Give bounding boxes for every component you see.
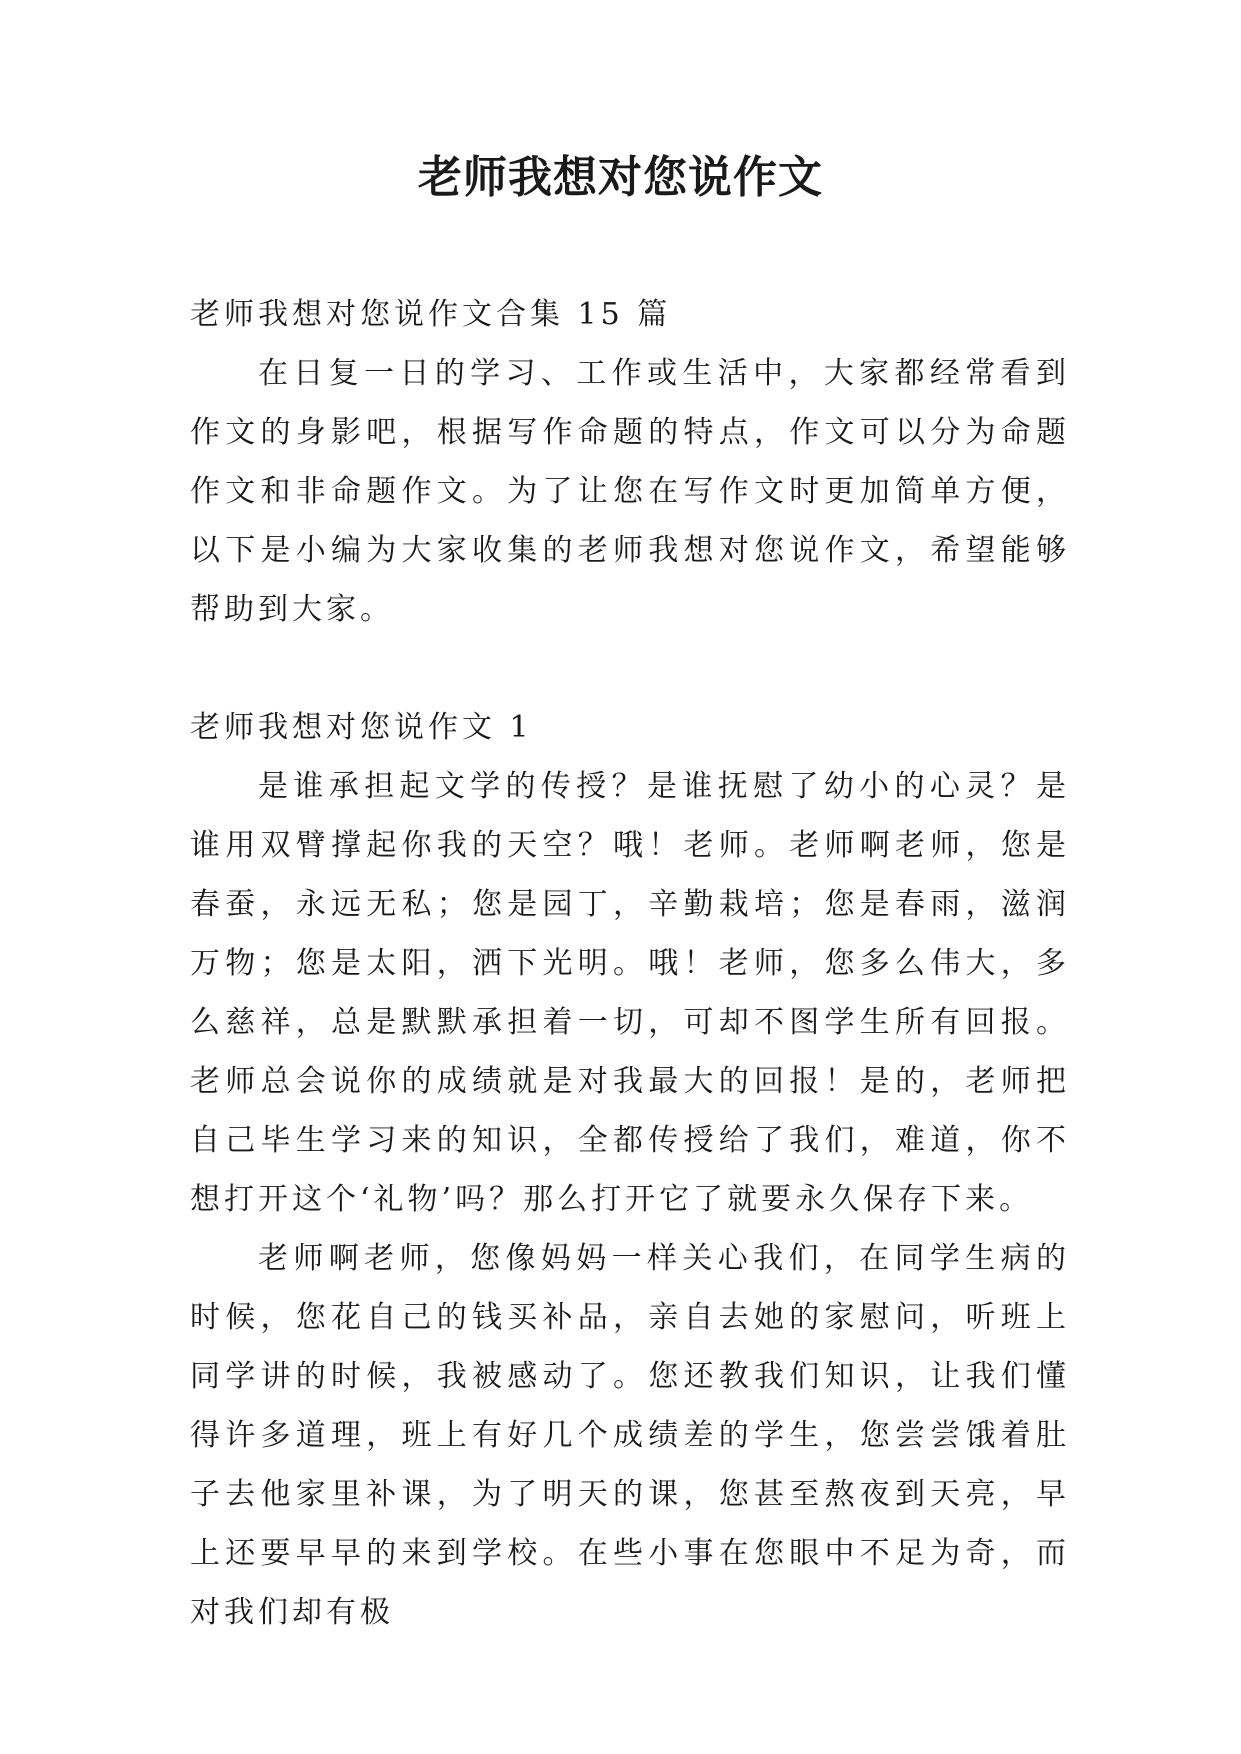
essay-heading: 老师我想对您说作文 1 xyxy=(190,710,533,745)
essay-paragraph: 是谁承担起文学的传授？是谁抚慰了幼小的心灵？是谁用双臂撑起你我的天空？哦！老师。老师啊老师，您是春蚕，永远无私；您是园丁，辛勤栽培；您是春雨，滋润万物；您是太阳，洒下光明。哦！老师，您多么伟大，多么慈祥，总是默默承担着一切，可却不图学生所有回报。老师总会说你的成绩就是对我最大的回报！是的，老师把自己毕生学习来的知识，全都传授给了我们，难道，你不想打开这个‘礼物’吗？那么打开它了就要永久保存下来。 xyxy=(190,769,1070,1217)
document-title: 老师我想对您说作文 xyxy=(418,152,823,203)
collection-heading: 老师我想对您说作文合集 15 篇 xyxy=(190,297,672,332)
section-spacer xyxy=(190,639,1070,698)
intro-paragraph: 在日复一日的学习、工作或生活中，大家都经常看到作文的身影吧，根据写作命题的特点，作文可以分为命题作文和非命题作文。为了让您在写作文时更加简单方便，以下是小编为大家收集的老师我想对您说作文，希望能够帮助到大家。 xyxy=(190,356,1070,627)
document-body xyxy=(190,285,1070,1642)
essay-paragraph: 老师啊老师，您像妈妈一样关心我们，在同学生病的时候，您花自己的钱买补品，亲自去她的家慰问，听班上同学讲的时候，我被感动了。您还教我们知识，让我们懂得许多道理，班上有好几个成绩差的学生，您尝尝饿着肚子去他家里补课，为了明天的课，您甚至熬夜到天亮，早上还要早早的来到学校。在些小事在您眼中不足为奇，而对我们却有极 xyxy=(190,1241,1070,1630)
